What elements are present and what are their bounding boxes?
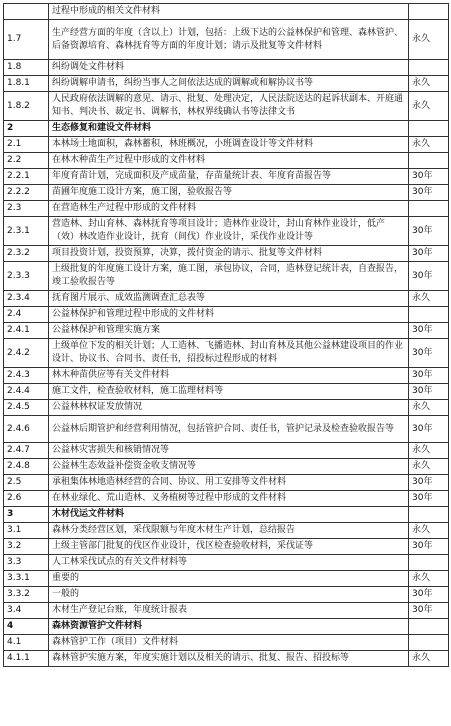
- retention-period-cell: 30年: [409, 587, 449, 603]
- retention-period-cell: 永久: [409, 20, 449, 60]
- code-cell: 3.2: [4, 539, 49, 555]
- retention-period-cell: 30年: [409, 262, 449, 291]
- code-cell: 2.4.2: [4, 339, 49, 368]
- table-row: [4, 368, 449, 384]
- table-row: [4, 384, 449, 400]
- retention-period-cell: 30年: [409, 384, 449, 400]
- table-row: [4, 60, 449, 76]
- retention-period-cell: 永久: [409, 571, 449, 587]
- description-cell: 上级批复的年度施工设计方案，施工图，承包协议，合同，造林登记统计表，自查报告，竣工验收报告等: [49, 262, 409, 291]
- retention-period-cell: [409, 635, 449, 651]
- code-cell: 2.2: [4, 153, 49, 169]
- description-cell: 上级主管部门批复的伐区作业设计，伐区检查验收材料，采伐证等: [49, 539, 409, 555]
- code-cell: 2.4.5: [4, 400, 49, 416]
- retention-period-cell: 30年: [409, 246, 449, 262]
- description-cell: 本林场土地面积，森林蓄积，林班概况，小班调查设计等文件材料: [49, 137, 409, 153]
- retention-period-cell: 30年: [409, 217, 449, 246]
- code-cell: 2.3.1: [4, 217, 49, 246]
- table-body: [4, 4, 449, 667]
- retention-period-cell: 30年: [409, 491, 449, 507]
- retention-period-cell: 30年: [409, 475, 449, 491]
- description-cell: 项目投资计划，投资预算，决算，拨付资金的请示、批复等文件材料: [49, 246, 409, 262]
- description-cell: 苗圃年度施工设计方案，施工图，验收报告等: [49, 185, 409, 201]
- description-cell: 生产经营方面的年度（含以上）计划，包括：上级下达的公益林保护和管理、森林管护、后备资源培育、森林抚育等方面的年度计划；请示及批复等文件材料: [49, 20, 409, 60]
- code-cell: 1.8.2: [4, 92, 49, 121]
- retention-period-cell: [409, 619, 449, 635]
- retention-period-cell: 永久: [409, 400, 449, 416]
- section-row: [4, 121, 449, 137]
- table-row: [4, 262, 449, 291]
- table-row: [4, 339, 449, 368]
- description-cell: 森林分类经营区划，采伐限额与年度木材生产计划，总结报告: [49, 523, 409, 539]
- table-row: [4, 459, 449, 475]
- section-row: [4, 507, 449, 523]
- code-cell: 2.3.2: [4, 246, 49, 262]
- retention-period-cell: [409, 555, 449, 571]
- description-cell: 森林管护实施方案，年度实施计划以及相关的请示、批复、报告、招投标等: [49, 651, 409, 667]
- code-cell: 2.3: [4, 201, 49, 217]
- description-cell: 营造林、封山育林、森林抚育等项目设计；造林作业设计，封山育林作业设计，低产（效）林改造作业设计，抚育（间伐）作业设计，采伐作业设计等: [49, 217, 409, 246]
- table-row: [4, 92, 449, 121]
- table-row: [4, 137, 449, 153]
- code-cell: 1.8.1: [4, 76, 49, 92]
- description-cell: 公益林后期管护和经营利用情况，包括管护合同、责任书，管护记录及检查验收报告等: [49, 416, 409, 443]
- description-cell: 过程中形成的相关文件材料: [49, 4, 409, 20]
- table-row: [4, 571, 449, 587]
- code-cell: [4, 4, 49, 20]
- description-cell: 上级单位下发的相关计划；人工造林、飞播造林、封山育林及其他公益林建设项目的作业设计、协议书、合同书、责任书，招投标过程形成的材料: [49, 339, 409, 368]
- table-row: [4, 76, 449, 92]
- code-cell: 4: [4, 619, 49, 635]
- description-cell: 公益林生态效益补偿资金收支情况等: [49, 459, 409, 475]
- code-cell: 3.1: [4, 523, 49, 539]
- description-cell: 生态修复和建设文件材料: [49, 121, 409, 137]
- code-cell: 2.4.4: [4, 384, 49, 400]
- description-cell: 公益林灾害损失和核销情况等: [49, 443, 409, 459]
- table-row: [4, 523, 449, 539]
- table-row: [4, 323, 449, 339]
- code-cell: 2.4: [4, 307, 49, 323]
- code-cell: 3.3: [4, 555, 49, 571]
- code-cell: 4.1: [4, 635, 49, 651]
- description-cell: 抚育图片展示、成效监测调查汇总表等: [49, 291, 409, 307]
- retention-period-cell: [409, 307, 449, 323]
- table-row: [4, 307, 449, 323]
- code-cell: 2.4.6: [4, 416, 49, 443]
- retention-schedule-table: [3, 3, 449, 667]
- retention-period-cell: [409, 153, 449, 169]
- code-cell: 2: [4, 121, 49, 137]
- table-row: [4, 491, 449, 507]
- table-row: [4, 4, 449, 20]
- description-cell: 人工林采伐试点的有关文件材料等: [49, 555, 409, 571]
- table-row: [4, 169, 449, 185]
- table-row: [4, 246, 449, 262]
- description-cell: 林木种苗供应等有关文件材料: [49, 368, 409, 384]
- table-row: [4, 153, 449, 169]
- table-row: [4, 539, 449, 555]
- table-row: [4, 201, 449, 217]
- retention-period-cell: 永久: [409, 443, 449, 459]
- code-cell: 2.2.1: [4, 169, 49, 185]
- table-row: [4, 291, 449, 307]
- code-cell: 3: [4, 507, 49, 523]
- code-cell: 4.1.1: [4, 651, 49, 667]
- table-row: [4, 603, 449, 619]
- code-cell: 1.7: [4, 20, 49, 60]
- retention-period-cell: 30年: [409, 416, 449, 443]
- description-cell: 森林资源管护文件材料: [49, 619, 409, 635]
- retention-period-cell: 30年: [409, 185, 449, 201]
- code-cell: 2.4.8: [4, 459, 49, 475]
- retention-period-cell: [409, 201, 449, 217]
- table-row: [4, 635, 449, 651]
- retention-period-cell: 30年: [409, 603, 449, 619]
- code-cell: 1.8: [4, 60, 49, 76]
- retention-period-cell: 30年: [409, 323, 449, 339]
- description-cell: 在林业绿化、荒山造林、义务植树等过程中形成的文件材料: [49, 491, 409, 507]
- description-cell: 木材生产登记台账，年度统计报表: [49, 603, 409, 619]
- code-cell: 2.1: [4, 137, 49, 153]
- retention-period-cell: [409, 121, 449, 137]
- description-cell: 纠纷调解申请书，纠纷当事人之间依法达成的调解或和解协议书等: [49, 76, 409, 92]
- retention-period-cell: 30年: [409, 539, 449, 555]
- description-cell: 重要的: [49, 571, 409, 587]
- retention-period-cell: 永久: [409, 92, 449, 121]
- table-row: [4, 651, 449, 667]
- table-row: [4, 443, 449, 459]
- description-cell: 施工文件，检查验收材料，施工监理材料等: [49, 384, 409, 400]
- table-row: [4, 555, 449, 571]
- code-cell: 2.4.7: [4, 443, 49, 459]
- table-row: [4, 416, 449, 443]
- code-cell: 2.3.4: [4, 291, 49, 307]
- description-cell: 木材伐运文件材料: [49, 507, 409, 523]
- retention-period-cell: [409, 60, 449, 76]
- retention-period-cell: 30年: [409, 368, 449, 384]
- description-cell: 承租集体林地造林经营的合同、协议、用工安排等文件材料: [49, 475, 409, 491]
- description-cell: 人民政府依法调解的意见、请示、批复、处理决定，人民法院送达的起诉状副本、开庭通知书、判决书、裁定书、调解书，林权界线确认书等法律文书: [49, 92, 409, 121]
- description-cell: 公益林保护和管理过程中形成的文件材料: [49, 307, 409, 323]
- description-cell: 纠纷调处文件材料: [49, 60, 409, 76]
- retention-period-cell: 永久: [409, 137, 449, 153]
- code-cell: 2.3.3: [4, 262, 49, 291]
- description-cell: 在营造林生产过程中形成的文件材料: [49, 201, 409, 217]
- table-row: [4, 185, 449, 201]
- table-row: [4, 20, 449, 60]
- retention-period-cell: [409, 507, 449, 523]
- code-cell: 2.4.3: [4, 368, 49, 384]
- code-cell: 3.3.2: [4, 587, 49, 603]
- description-cell: 在林木种苗生产过程中形成的文件材料: [49, 153, 409, 169]
- table-row: [4, 587, 449, 603]
- retention-period-cell: 30年: [409, 169, 449, 185]
- code-cell: 2.6: [4, 491, 49, 507]
- table-row: [4, 217, 449, 246]
- retention-period-cell: 永久: [409, 523, 449, 539]
- table-row: [4, 475, 449, 491]
- retention-period-cell: 永久: [409, 291, 449, 307]
- table-row: [4, 400, 449, 416]
- code-cell: 3.3.1: [4, 571, 49, 587]
- description-cell: 一般的: [49, 587, 409, 603]
- description-cell: 年度育苗计划，完成面积及产成苗量，存苗量统计表、年度育苗报告等: [49, 169, 409, 185]
- code-cell: 2.2.2: [4, 185, 49, 201]
- retention-period-cell: [409, 4, 449, 20]
- retention-period-cell: 30年: [409, 339, 449, 368]
- retention-period-cell: 永久: [409, 76, 449, 92]
- description-cell: 森林管护工作（项目）文件材料: [49, 635, 409, 651]
- code-cell: 2.4.1: [4, 323, 49, 339]
- retention-period-cell: 永久: [409, 459, 449, 475]
- description-cell: 公益林林权证发放情况: [49, 400, 409, 416]
- retention-period-cell: 永久: [409, 651, 449, 667]
- section-row: [4, 619, 449, 635]
- code-cell: 3.4: [4, 603, 49, 619]
- description-cell: 公益林保护和管理实施方案: [49, 323, 409, 339]
- code-cell: 2.5: [4, 475, 49, 491]
